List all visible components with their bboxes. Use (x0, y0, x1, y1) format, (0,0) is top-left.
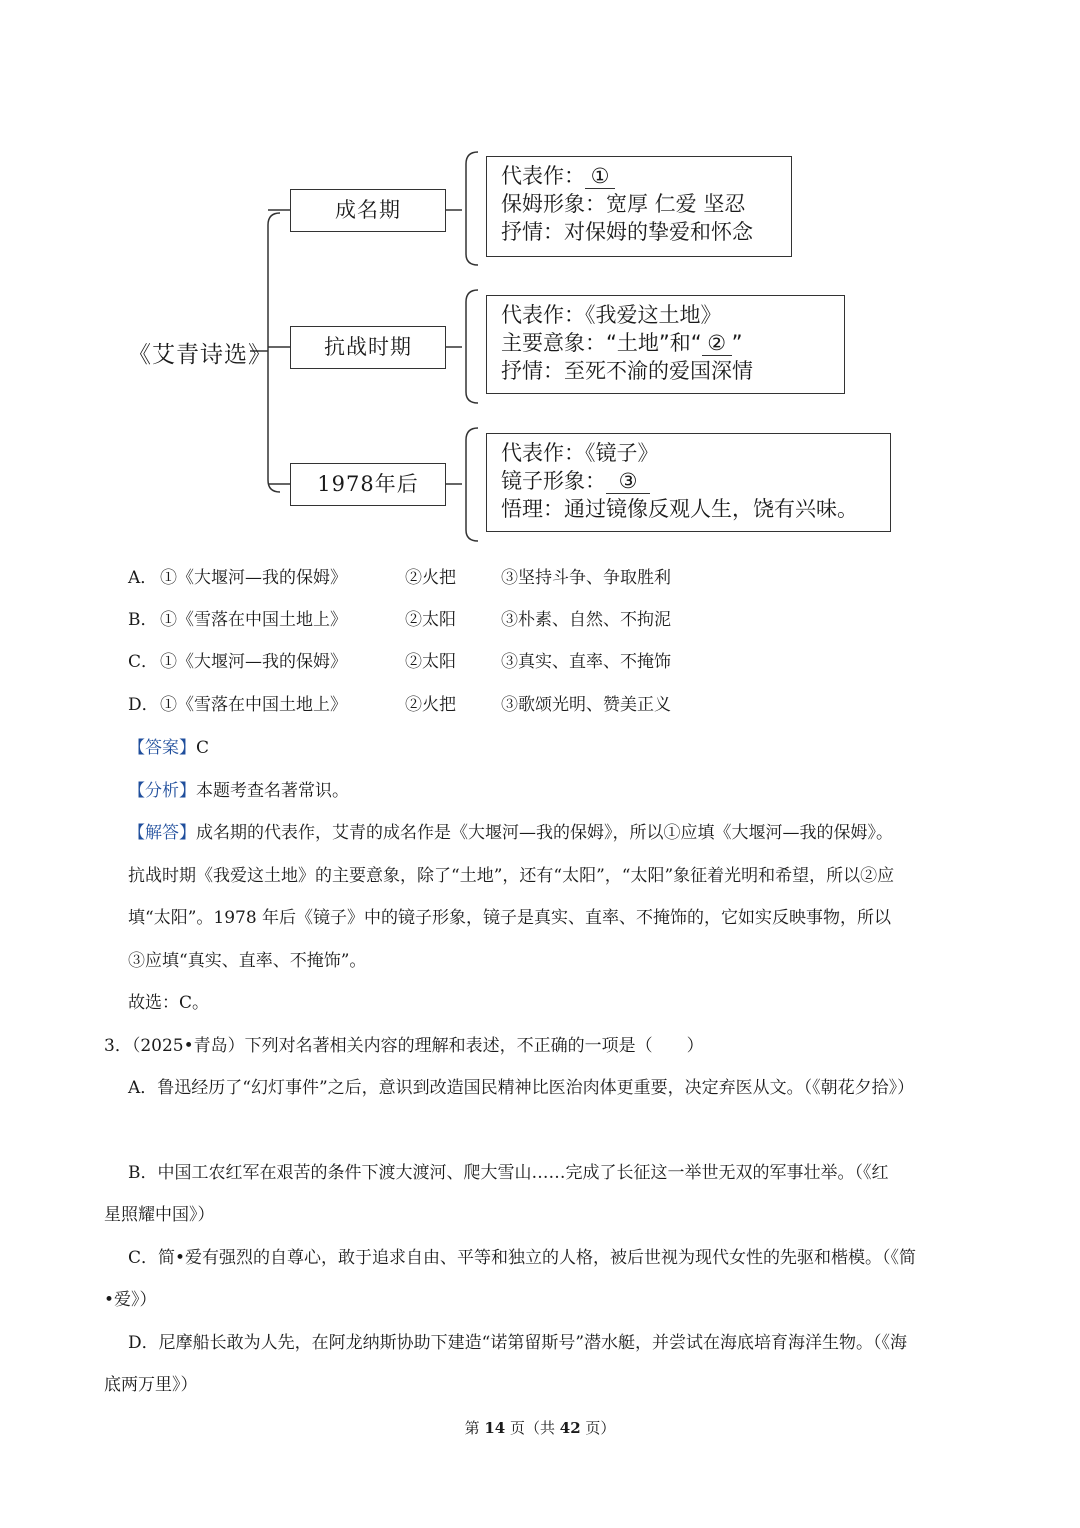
period-box-fame: 成名期 (290, 189, 446, 232)
q2-option-c[interactable]: C． ①《大堰河—我的保姆》 ②太阳 ③真实、直率、不掩饰 (128, 652, 671, 672)
answer-text: C (196, 738, 210, 758)
info-line: 代表作： ① (501, 162, 791, 190)
fill-blank-3: ③ (606, 469, 650, 494)
solution-tag: 【解答】 (128, 823, 196, 843)
info-box-after-1978 (486, 433, 891, 532)
period-bracket (466, 152, 478, 265)
q3-option-c-cont: •爱》） (104, 1290, 157, 1310)
root-title: 《艾青诗选》 (128, 342, 272, 368)
info-line: 抒情：对保姆的挚爱和怀念 (501, 220, 753, 244)
q3-option-b[interactable]: B．中国工农红军在艰苦的条件下渡大渡河、爬大雪山……完成了长征这一举世无双的军事壮举。（《红 (128, 1163, 889, 1183)
q2-option-a[interactable]: A． ①《大堰河—我的保姆》 ②火把 ③坚持斗争、争取胜利 (128, 568, 671, 588)
q2-option-d[interactable]: D． ①《雪落在中国土地上》 ②火把 ③歌颂光明、赞美正义 (128, 695, 671, 715)
q2-option-b[interactable]: B． ①《雪落在中国土地上》 ②太阳 ③朴素、自然、不拘泥 (128, 610, 671, 630)
info-line: 代表作：《我爱这土地》 (501, 303, 722, 327)
solution-line-3: 填“太阳”。1978 年后《镜子》中的镜子形象，镜子是真实、直率、不掩饰的，它如实反映事物，所以 (128, 908, 892, 928)
answer-line (128, 733, 209, 758)
page-total: 42 (559, 1419, 581, 1437)
q3-option-a[interactable]: A．鲁迅经历了“幻灯事件”之后，意识到改造国民精神比医治肉体更重要，决定弃医从文。（《朝花夕拾》） (128, 1078, 915, 1098)
info-box-fame (486, 156, 792, 257)
info-line: 保姆形象：宽厚 仁爱 坚忍 (501, 192, 746, 216)
info-line: 代表作：《镜子》 (501, 441, 659, 465)
info-line: 抒情：至死不渝的爱国深情 (501, 359, 753, 383)
period-bracket (466, 290, 478, 403)
period-bracket (466, 428, 478, 541)
fill-blank-1: ① (585, 164, 615, 189)
page-number: 14 (484, 1419, 506, 1437)
solution-line-2: 抗战时期《我爱这土地》的主要意象，除了“土地”，还有“太阳”，“太阳”象征着光明和希望，所以②应 (128, 866, 895, 886)
page-footer: 第 14 页（共 42 页） (464, 1419, 616, 1437)
answer-tag: 【答案】 (128, 738, 196, 758)
analysis-tag: 【分析】 (128, 781, 196, 801)
q3-stem: 3．（2025•青岛）下列对名著相关内容的理解和表述，不正确的一项是（ ） (104, 1036, 704, 1056)
info-line: 悟理：通过镜像反观人生，饶有兴味。 (501, 497, 858, 521)
q3-option-b-cont: 星照耀中国》） (104, 1205, 215, 1225)
q3-option-c[interactable]: C．简•爱有强烈的自尊心，敢于追求自由、平等和独立的人格，被后世视为现代女性的先驱和楷模。（《简 (128, 1248, 917, 1268)
solution-line-4: ③应填“真实、直率、不掩饰”。 (128, 951, 367, 971)
period-box-war: 抗战时期 (290, 326, 446, 369)
analysis-line (128, 776, 349, 801)
fill-blank-2: ② (702, 331, 732, 356)
q3-option-d-cont: 底两万里》） (104, 1375, 198, 1395)
period-box-after-1978: 1978年后 (290, 463, 446, 506)
solution-line-1: 【解答】成名期的代表作，艾青的成名作是《大堰河—我的保姆》，所以①应填《大堰河—我的保姆》。 (128, 823, 893, 843)
analysis-text: 本题考查名著常识。 (196, 781, 349, 801)
info-line: 镜子形象： ③ (501, 467, 890, 495)
q3-option-d[interactable]: D．尼摩船长敢为人先，在阿龙纳斯协助下建造“诺第留斯号”潜水艇，并尝试在海底培育海洋生物。（《海 (128, 1333, 908, 1353)
info-box-war (486, 295, 845, 394)
info-line: 主要意象：“土地”和“ ② ” (501, 331, 743, 355)
solution-choice: 故选：C。 (128, 993, 210, 1013)
mind-map-diagram (0, 0, 1080, 560)
